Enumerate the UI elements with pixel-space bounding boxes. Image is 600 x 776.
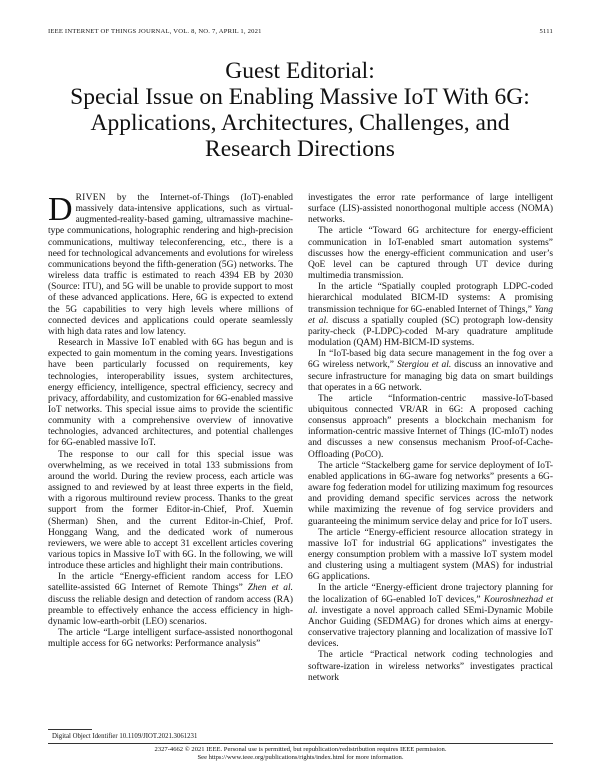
bottom-divider [48,743,553,744]
title-line-1: Guest Editorial: [225,58,375,84]
paragraph: In the article “Spatially coupled protograph LDPC-coded hierarchical modulated BICM-ID systems: A promising transmission technique for 6G-enabled Internet of Things,” Yang et al. discuss a spatially coupled (SC) protograph low-density parity-check (P-LDPC)-coded M-ary quadrature amplitude modulation (QAM) HM-BICM-ID systems. [308,282,553,349]
paragraph: The article “Practical network coding technologies and software-ization in wireless networks” investigates practical network [308,650,553,683]
copyright-line-1: 2327-4662 © 2021 IEEE. Personal use is permitted, but republication/redistribution requires IEEE permission. [154,746,447,753]
author-ref: Kouroshnezhad et al. [308,594,553,616]
title-line-3: Applications, Architectures, Challenges, and [90,110,510,136]
title-line-4: Research Directions [205,136,395,162]
paragraph: The article “Stackelberg game for service deployment of IoT-enabled applications in 6G-aware fog networks” presents a 6G-aware fog federation model for utilizing maximum fog resources and providing demand specific services across the network while maximizing the revenue of fog service providers and guaranteeing the minimum service delay and price for IoT users. [308,460,553,527]
left-column [48,193,293,650]
paragraph: In “IoT-based big data secure management in the fog over a 6G wireless network,” Stergiou et al. discuss an innovative and secure infrastructure for managing big data on smart buildings that operates in a 6G network. [308,349,553,393]
paragraph: In the article “Energy-efficient drone trajectory planning for the localization of 6G-enabled IoT devices,” Kouroshnezhad et al. investigate a novel approach called SEmi-Dynamic Mobile Anchor Guiding (SEDMAG) for drones which aims at energy-conservative trajectory planning and localization of massive IoT devices. [308,583,554,650]
paragraph: Research in Massive IoT enabled with 6G has begun and is expected to gain momentum in the coming years. Investigations have been particularly focussed on requirements, key technologies, interoperability issues, system architectures, energy efficiency, intelligence, spectral efficiency, secrecy and privacy, affordability, and customization for 6G-enabled massive IoT networks. This special issue aims to provide the scientific community with a comprehensive overview of innovative technologies, advanced architectures, and potential challenges for 6G-enabled massive IoT. [48,338,293,449]
running-head [48,28,553,35]
paragraph: investigates the error rate performance of large intelligent surface (LIS)-assisted nonorthogonal multiple access (NOMA) networks. [308,193,553,226]
page-number: 5111 [539,28,553,35]
footnote-divider [48,729,92,730]
intro-paragraph [48,193,293,338]
lead-word: RIVEN [75,193,106,203]
drop-cap: D [48,191,73,228]
paragraph: The response to our call for this special issue was overwhelming, as we received in total 133 submissions from around the world. During the review process, each article was assigned to and reviewed by at least three experts in the field, with a rigorous multiround review process. Thanks to the great support from the former Editor-in-Chief, Prof. Xuemin (Sherman) Shen, and the current Editor-in-Chief, Prof. Honggang Wang, and the dedicated work of numerous reviewers, we were able to accept 31 excellent articles covering various topics in Massive IoT with 6G. In the following, we will introduce these articles and highlight their main contributions. [48,449,293,572]
journal-info: IEEE INTERNET OF THINGS JOURNAL, VOL. 8, NO. 7, APRIL 1, 2021 [48,28,262,35]
author-ref: Zhen et al. [247,583,294,594]
copyright-notice [48,746,553,762]
author-ref: Stergiou et al. [397,360,452,371]
doi-footnote: Digital Object Identifier 10.1109/JIOT.2021.3061231 [52,733,198,740]
copyright-line-2: See https://www.ieee.org/publications/rights/index.html for more information. [197,754,404,762]
paragraph: The article “Information-centric massive-IoT-based ubiquitous connected VR/AR in 6G: A proposed caching consensus approach” presents a blockchain mechanism for information-centric massive Internet of Things (IC-mIoT) nodes and discusses a new consensus mechanism Proof-of-Cache-Offloading (PoCO). [308,393,553,460]
paragraph: The article “Energy-efficient resource allocation strategy in massive IoT for industrial 6G applications” investigates the energy consumption problem with a massive IoT system model and clustering using a multiagent system (MAS) for industrial 6G applications. [308,527,553,583]
paragraph: The article “Large intelligent surface-assisted nonorthogonal multiple access for 6G networks: Performance analysis” [48,628,293,650]
paragraph: In the article “Energy-efficient random access for LEO satellite-assisted 6G Internet of Remote Things” Zhen et al. discuss the reliable design and detection of random access (RA) preamble to effectively enhance the access efficiency in high-dynamic low-earth-orbit (LEO) scenarios. [48,572,294,627]
paragraph-text: by the Internet-of-Things (IoT)-enabled massively data-intensive applications, such as virtual-augmented-reality-based gaming, ultramassive machine-type communications, holographic rendering and high-precision communications, multiway teleconferencing, etc., there is a need for technological advancements and evolutions for wireless communications beyond the fifth-generation (5G) networks. The wireless data traffic is estimated to reach 4394 EB by 2030 (Source: ITU), and 5G will be unable to provide support to most of these advanced applications. Here, 6G is expected to extend the 5G capabilities to very high levels where millions of connected devices and applications could operate seamlessly with high data rates and low latency. [48,193,294,337]
article-title [40,58,560,162]
title-line-2: Special Issue on Enabling Massive IoT With 6G: [70,84,530,110]
paragraph: The article “Toward 6G architecture for energy-efficient communication in IoT-enabled smart automation systems” discusses how the energy-efficient communication and user’s QoE level can be captured through UT device during multimedia transmission. [308,226,553,282]
right-column [308,193,553,684]
author-ref: Yang et al. [308,304,553,326]
